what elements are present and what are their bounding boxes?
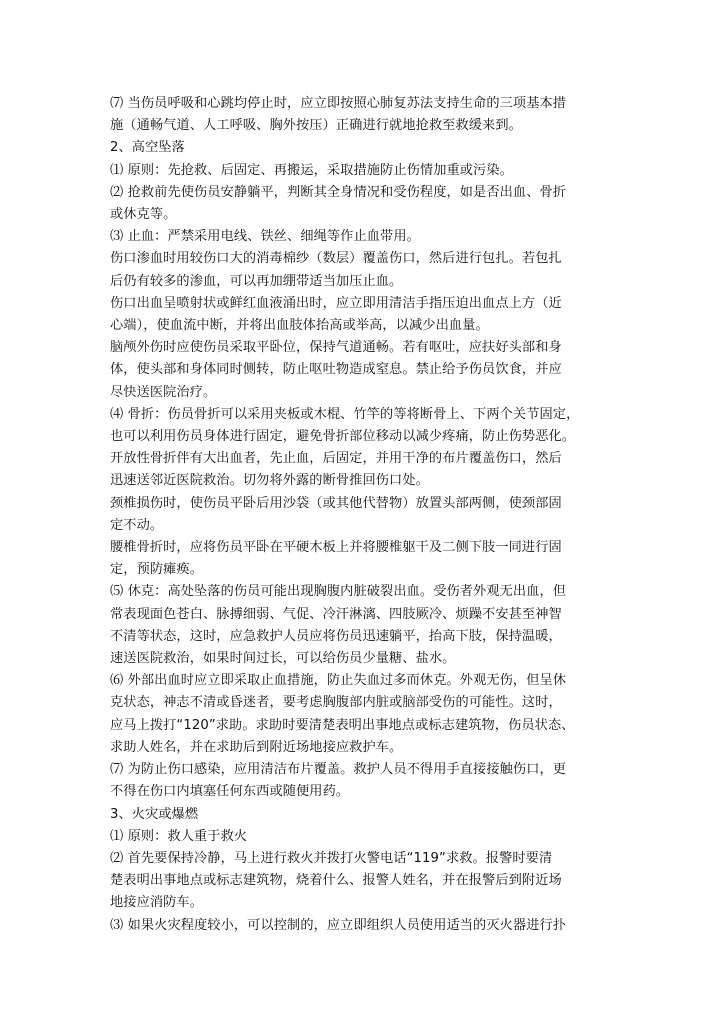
text-line: ⑶ 如果火灾程度较小，可以控制的，应立即组织人员使用适当的灭火器进行扑 — [110, 917, 567, 933]
text-line: 应马上拨打“120”求助。求助时要清楚表明出事地点或标志建筑物，伤员状态、 — [110, 717, 575, 733]
text-line: 伤口渗血时用较伤口大的消毒棉纱（数层）覆盖伤口，然后进行包扎。若包扎 — [110, 251, 562, 267]
text-line: ⑷ 骨折：伤员骨折可以采用夹板或木棍、竹竿的等将断骨上、下两个关节固定， — [110, 406, 580, 422]
text-line: 常表现面色苍白、脉搏细弱、气促、冷汗淋漓、四肢厥冷、烦躁不安甚至神智 — [110, 606, 562, 622]
text-line: 心端），使血流中断，并将出血肢体抬高或举高，以减少出血量。 — [110, 318, 489, 334]
text-line: 3、火灾或爆燃 — [110, 806, 199, 822]
text-line: 速送医院救治，如果时间过长，可以给伤员少量糖、盐水。 — [110, 651, 456, 667]
text-line: ⑹ 外部出血时应立即采取止血措施，防止失血过多而休克。外观无伤，但呈休 — [110, 673, 567, 689]
text-line: 楚表明出事地点或标志建筑物，烧着什么、报警人姓名，并在报警后到附近场 — [110, 873, 562, 889]
text-line: 施（通畅气道、人工呼吸、胸外按压）正确进行就地抢救至救缓来到。 — [110, 118, 522, 134]
text-line: 克状态，神志不清或昏迷者，要考虑胸腹部内脏或脑部受伤的可能性。这时， — [110, 695, 562, 711]
text-line: 定不动。 — [110, 517, 164, 533]
text-line: ⑺ 为防止伤口感染，应用清洁布片覆盖。救护人员不得用手直接接触伤口，更 — [110, 762, 567, 778]
text-line: ⑵ 抢救前先使伤员安静躺平，判断其全身情况和受伤程度，如是否出血、骨折 — [110, 184, 567, 200]
text-line: ⑵ 首先要保持冷静，马上进行救火并拨打火警电话“119”求救。报警时要清 — [110, 850, 553, 866]
text-line: 开放性骨折伴有大出血者，先止血，后固定，并用干净的布片覆盖伤口，然后 — [110, 451, 562, 467]
text-line: ⑶ 止血：严禁采用电线、铁丝、细绳等作止血带用。 — [110, 229, 420, 245]
text-line: 腰椎骨折时，应将伤员平卧在平硬木板上并将腰椎躯干及二侧下肢一同进行固 — [110, 540, 562, 556]
text-line: 2、高空坠落 — [110, 140, 185, 156]
text-line: 求助人姓名，并在求助后到附近场地接应救护车。 — [110, 739, 403, 755]
text-line: ⑴ 原则：先抢救、后固定、再搬运，采取措施防止伤情加重或污染。 — [110, 162, 513, 178]
text-line: ⑺ 当伤员呼吸和心跳均停止时，应立即按照心肺复苏法支持生命的三项基本措 — [110, 96, 567, 111]
document-body — [110, 93, 630, 937]
text-line: 后仍有较多的渗血，可以再加绷带适当加压止血。 — [110, 273, 403, 289]
text-line: 不清等状态，这时，应急救护人员应将伤员迅速躺平，抬高下肢，保持温暖， — [110, 628, 562, 644]
text-line: 也可以利用伤员身体进行固定，避免骨折部位移动以减少疼痛，防止伤势恶化。 — [110, 429, 576, 445]
text-line: 不得在伤口内填塞任何东西或随便用药。 — [110, 784, 350, 800]
text-line: 颈椎损伤时，使伤员平卧后用沙袋（或其他代替物）放置头部两侧，使颈部固 — [110, 495, 562, 511]
text-line: 伤口出血呈喷射状或鲜红血液涌出时，应立即用清洁手指压迫出血点上方（近 — [110, 295, 562, 311]
text-line: 或休克等。 — [110, 207, 177, 223]
text-line: 脑颅外伤时应使伤员采取平卧位，保持气道通畅。若有呕吐，应扶好头部和身 — [110, 340, 562, 356]
text-line: 地接应消防车。 — [110, 895, 204, 911]
text-line: 定，预防瘫痪。 — [110, 562, 204, 578]
text-line: 尽快送医院治疗。 — [110, 384, 217, 400]
text-line: ⑴ 原则：救人重于救火 — [110, 828, 248, 844]
text-line: ⑸ 休克：高处坠落的伤员可能出现胸腹内脏破裂出血。受伤者外观无出血，但 — [110, 584, 567, 600]
text-line: 迅速送邻近医院救治。切勿将外露的断骨推回伤口处。 — [110, 473, 429, 489]
text-line: 体，使头部和身体同时侧转，防止呕吐物造成窒息。禁止给予伤员饮食，并应 — [110, 362, 562, 378]
